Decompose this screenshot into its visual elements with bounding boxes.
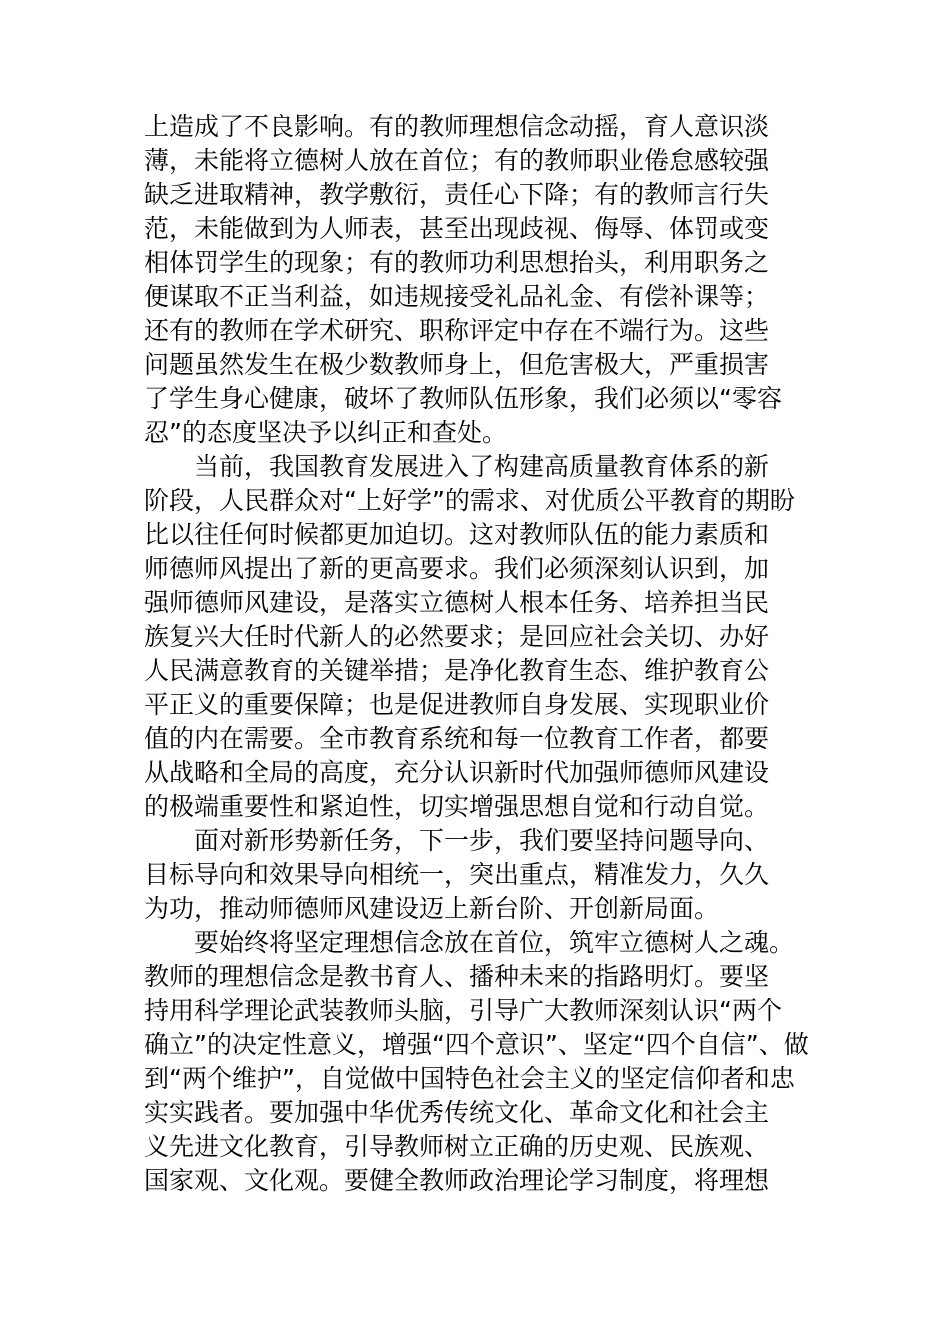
text-line: 师德师风提出了新的更高要求。我们必须深刻认识到，加 [144,554,770,583]
text-line: 阶段，人民群众对“上好学”的需求、对优质公平教育的期盼 [144,486,795,515]
text-line: 持用科学理论武装教师头脑，引导广大教师深刻认识“两个 [144,996,782,1025]
text-line: 了学生身心健康，破坏了教师队伍形象，我们必须以“零容 [144,384,782,413]
text-line: 面对新形势新任务，下一步，我们要坚持问题导向、 [144,826,770,855]
text-line: 族复兴大任时代新人的必然要求；是回应社会关切、办好 [144,622,770,651]
body-text [144,110,824,1198]
text-line: 强师德师风建设，是落实立德树人根本任务、培养担当民 [144,588,770,617]
text-line: 的极端重要性和紧迫性，切实增强思想自觉和行动自觉。 [144,792,770,821]
text-line: 上造成了不良影响。有的教师理想信念动摇，育人意识淡 [144,112,770,141]
text-line: 实实践者。要加强中华优秀传统文化、革命文化和社会主 [144,1098,770,1127]
text-line: 从战略和全局的高度，充分认识新时代加强师德师风建设 [144,758,770,787]
text-line: 值的内在需要。全市教育系统和每一位教育工作者，都要 [144,724,770,753]
text-line: 缺乏进取精神，教学敷衍，责任心下降；有的教师言行失 [144,180,770,209]
text-line: 相体罚学生的现象；有的教师功利思想抬头，利用职务之 [144,248,770,277]
text-line: 平正义的重要保障；也是促进教师自身发展、实现职业价 [144,690,770,719]
text-line: 还有的教师在学术研究、职称评定中存在不端行为。这些 [144,316,770,345]
text-line: 教师的理想信念是教书育人、播种未来的指路明灯。要坚 [144,962,770,991]
text-line: 国家观、文化观。要健全教师政治理论学习制度，将理想 [144,1166,770,1195]
text-line: 确立”的决定性意义，增强“四个意识”、坚定“四个自信”、做 [144,1030,809,1059]
text-line: 义先进文化教育，引导教师树立正确的历史观、民族观、 [144,1132,770,1161]
text-line: 薄，未能将立德树人放在首位；有的教师职业倦怠感较强 [144,146,770,175]
text-line: 人民满意教育的关键举措；是净化教育生态、维护教育公 [144,656,770,685]
text-line: 便谋取不正当利益，如违规接受礼品礼金、有偿补课等； [144,282,770,311]
text-line: 范，未能做到为人师表，甚至出现歧视、侮辱、体罚或变 [144,214,770,243]
text-line: 要始终将坚定理想信念放在首位，筑牢立德树人之魂。 [144,928,795,957]
text-line: 当前，我国教育发展进入了构建高质量教育体系的新 [144,452,770,481]
text-line: 为功，推动师德师风建设迈上新台阶、开创新局面。 [144,894,720,923]
text-line: 目标导向和效果导向相统一，突出重点，精准发力，久久 [144,860,770,889]
text-line: 忍”的态度坚决予以纠正和查处。 [144,418,507,447]
text-line: 问题虽然发生在极少数教师身上，但危害极大，严重损害 [144,350,770,379]
text-line: 比以往任何时候都更加迫切。这对教师队伍的能力素质和 [144,520,770,549]
text-line: 到“两个维护”，自觉做中国特色社会主义的坚定信仰者和忠 [144,1064,795,1093]
